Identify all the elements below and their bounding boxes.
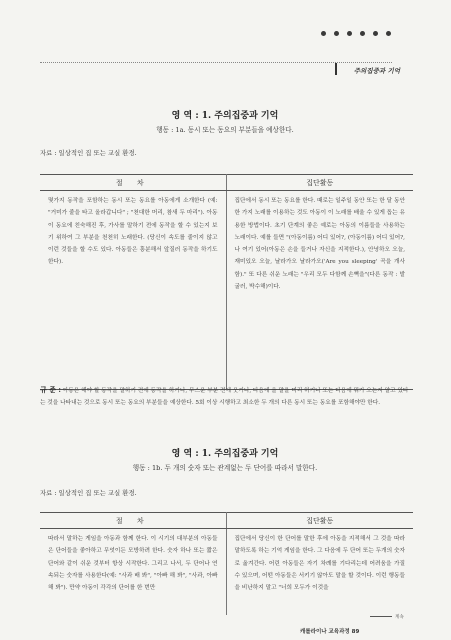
section2-group-header: 집단활동 (226, 513, 413, 529)
header-dot (373, 31, 378, 36)
section2-procedure-header: 절 차 (40, 513, 226, 529)
section1-criterion (40, 384, 413, 410)
header-dot (360, 31, 365, 36)
continued-label: 계속 (370, 614, 404, 620)
section2-group-text: 집단에서 당신이 한 단어를 말한 후에 아동을 지적해서 그 것을 따라 말하도록 하는 기억 게임을 한다. 그 다음에 두 단어 또는 두개의 숫자로 옮겨간다. 어린 아동들은 자기 차례를 기다리는데 어려움을 가질 수 있으며, 어떤 아동들은 서키기 않아도 말을 할 것이다. 이런 행동들을 비난하지 말고 "너희 모두가 이것을 (234, 536, 405, 592)
section1-group-header: 집단활동 (226, 175, 413, 191)
running-header-tag: 주의집중과 기억 (353, 66, 400, 75)
section1-title: 영 역 : 1. 주의집중과 기억 (171, 111, 279, 121)
page-footer: 캐롤라이나 교육과정 89 (300, 629, 360, 635)
section2-subtitle: 행동 : 1b. 두 개의 숫자 또는 관계없는 두 단어를 따라서 말한다. (132, 464, 318, 472)
section2-procedure-text: 따라서 말하는 게임을 아동과 함께 한다. 이 시기의 대부분의 아동들은 단어들을 좋아하고 무엇이든 모방하려 한다. 숫자 하나 또는 짧은 단어와 같이 쉬운 것부터 항상 시작한다. 그리고 나서, 두 단어나 연속되는 숫자를 사용한다(예: "사과 배 봐", "아빠 해 봐", "사과, 아빠 해 봐"). 만약 아동이 각각의 단어를 한 번만 (40, 529, 226, 615)
section1-group-text: 집단에서 동시 또는 동요를 한다. 때로는 일주일 동안 또는 한 달 동안 한 가지 노래를 이용하는 것도 아동이 이 노래를 배울 수 있게 돕는 유용한 방법이다. 초기 단계의 좋은 예로는 아동의 이름들을 사용하는 노래이다. 예를 들면 "(아동이름) 어디 있어?, (아동이름) 어디 있어?, 나 여기 있어(아동은 손을 들거나 자신을 지적한다.), 안녕하오 오늘, 재미있오 오늘, 날라가오 날라가오('Are you sleeping' 곡을 개사함)." 또 다른 쉬운 노래는 "우리 모두 다함께 손뼉을"(다른 동작 : 발굴러, 박수해)이다. (226, 191, 413, 390)
section2-title: 영 역 : 1. 주의집중과 기억 (171, 449, 279, 459)
section1-material: 자료 : 일상적인 집 또는 교실 환경. (40, 149, 137, 157)
header-decoration-dots (321, 31, 391, 36)
header-dot (347, 31, 352, 36)
criterion-label: 규 준 : (40, 385, 61, 394)
section2-material: 자료 : 일상적인 집 또는 교실 환경. (40, 489, 137, 497)
header-dot (321, 31, 326, 36)
section1-subtitle: 행동 : 1a. 동시 또는 동요의 부분들을 예상한다. (156, 126, 294, 134)
running-header (40, 64, 404, 76)
header-dot (334, 31, 339, 36)
header-dot (386, 31, 391, 36)
criterion-text: 아동은 해야 할 동작을 말하기 전에 동작을 하거나, 무스운 부분 전에 웃거나, 다음에 올 말을 미리 하거나 또는 다음에 뭐가 오는지 알고 있다는 것을 나타내는 것으로 동시 또는 동요의 부분들을 예상한다. 5회 이상 시행하고 최소한 두 개의 다른 동시 또는 동요를 포함해야만 한다. (40, 388, 409, 407)
section1-procedure-header: 절 차 (40, 175, 226, 191)
section2-activity-table (40, 512, 413, 615)
section1-procedure-text: 몇가지 동작을 포함하는 동시 또는 동요를 아동에게 소개한다 (예: "거미가 줄을 타고 올라갑니다" ; "천대한 머리, 참새 두 마리"). 아동이 동요에 친숙해진 후, 가사를 말하기 전에 동작을 할 수 있는지 보기 위하여 그 부분을 천천히 노래한다. (당신이 속도를 줄이지 않고 이런 것들을 할 수도 있다. 아동들은 흥분해서 앞질러 동작을 하기도 한다). (40, 191, 226, 390)
section1-activity-table (40, 174, 413, 390)
